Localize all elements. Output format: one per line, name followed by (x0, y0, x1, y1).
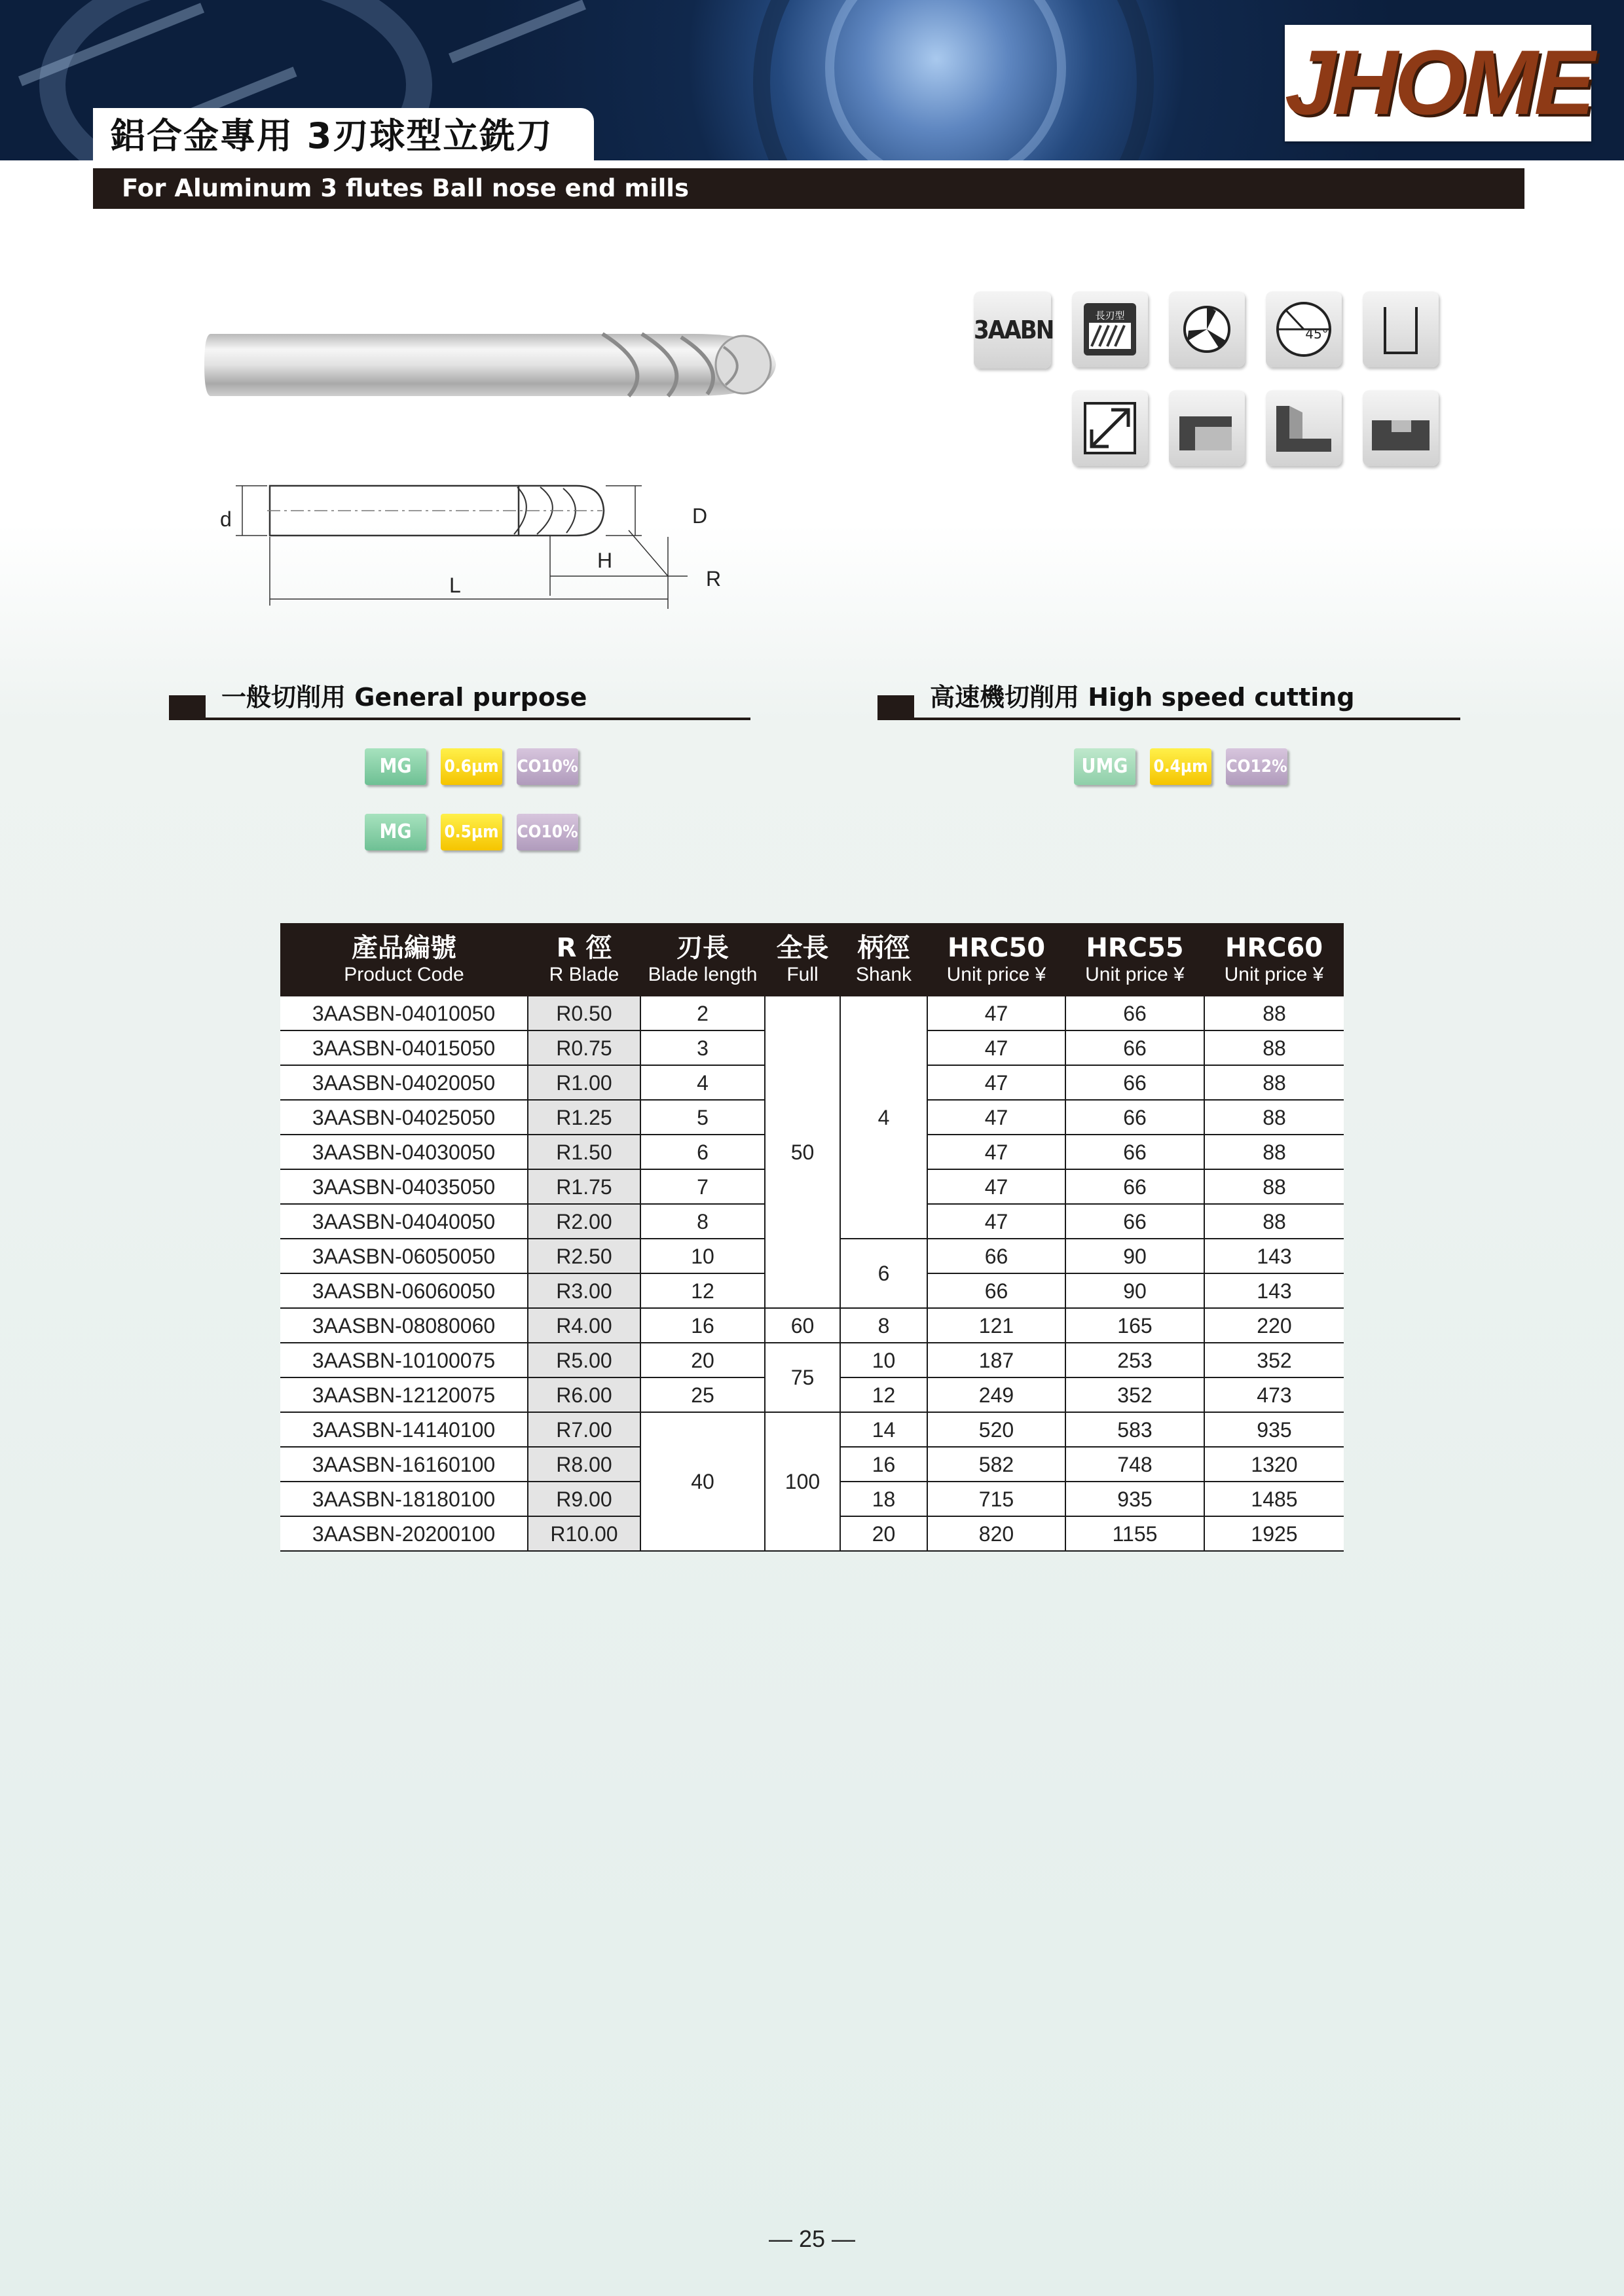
cell-hrc50: 47 (927, 1100, 1065, 1135)
cell-blade: 4 (640, 1065, 765, 1100)
cell-blade: 10 (640, 1239, 765, 1273)
cell-full: 60 (765, 1308, 840, 1343)
cell-hrc50: 47 (927, 1065, 1065, 1100)
cell-blade: 6 (640, 1135, 765, 1169)
section-general-heading: 一般切削用 General purpose (221, 683, 587, 712)
cell-blade: 2 (640, 996, 765, 1030)
dimension-drawing (210, 471, 733, 622)
cell-r: R10.00 (528, 1516, 640, 1551)
col-hrc60: HRC60 Unit price ¥ (1204, 923, 1344, 996)
dim-H: H (597, 549, 613, 572)
cell-hrc60: 473 (1204, 1377, 1344, 1412)
col-blade-length: 刃長 Blade length (640, 923, 765, 996)
grade-badge: UMG (1074, 748, 1135, 785)
cell-shank: 6 (840, 1239, 927, 1308)
cell-hrc60: 220 (1204, 1308, 1344, 1343)
cell-shank: 4 (840, 996, 927, 1239)
cell-shank: 18 (840, 1482, 927, 1516)
series-code-tile: 3AABN (974, 291, 1051, 369)
cell-blade: 12 (640, 1273, 765, 1308)
col-r-blade: R 徑 R Blade (528, 923, 640, 996)
cell-code: 3AASBN-04010050 (280, 996, 528, 1030)
cell-blade: 5 (640, 1100, 765, 1135)
section-marker (877, 695, 914, 718)
cell-hrc50: 582 (927, 1447, 1065, 1482)
cell-hrc60: 88 (1204, 996, 1344, 1030)
cell-hrc60: 352 (1204, 1343, 1344, 1377)
table-row (280, 1343, 1344, 1377)
col-hrc55: HRC55 Unit price ¥ (1065, 923, 1204, 996)
cell-hrc60: 88 (1204, 1065, 1344, 1100)
cell-code: 3AASBN-04035050 (280, 1169, 528, 1204)
cell-shank: 16 (840, 1447, 927, 1482)
col-hrc50: HRC50 Unit price ¥ (927, 923, 1065, 996)
cell-hrc50: 47 (927, 1204, 1065, 1239)
cobalt-badge: CO12% (1226, 748, 1287, 785)
cell-blade: 16 (640, 1308, 765, 1343)
cell-code: 3AASBN-18180100 (280, 1482, 528, 1516)
cell-hrc50: 47 (927, 1169, 1065, 1204)
cell-hrc60: 143 (1204, 1273, 1344, 1308)
angle-label: 45° (1305, 326, 1329, 342)
long-blade-label: 長刃型 (1095, 310, 1125, 321)
brand-logo-text: JHOME (1285, 31, 1591, 134)
page-number: — 25 — (768, 2225, 856, 2252)
cell-r: R2.00 (528, 1204, 640, 1239)
cell-hrc55: 935 (1065, 1482, 1204, 1516)
cell-r: R1.25 (528, 1100, 640, 1135)
page-title-box (93, 108, 594, 164)
cell-hrc55: 253 (1065, 1343, 1204, 1377)
dim-d: d (220, 507, 232, 531)
cell-shank: 10 (840, 1343, 927, 1377)
cell-r: R6.00 (528, 1377, 640, 1412)
table-row (280, 996, 1344, 1030)
cell-hrc55: 66 (1065, 1100, 1204, 1135)
cobalt-badge: CO10% (517, 748, 578, 785)
slot-icon (1363, 291, 1439, 367)
cell-code: 3AASBN-04020050 (280, 1065, 528, 1100)
helix-45-icon (1266, 291, 1342, 367)
cell-r: R3.00 (528, 1273, 640, 1308)
cell-hrc55: 66 (1065, 1204, 1204, 1239)
cell-hrc50: 121 (927, 1308, 1065, 1343)
cell-r: R7.00 (528, 1412, 640, 1447)
cell-hrc55: 66 (1065, 996, 1204, 1030)
cell-shank: 12 (840, 1377, 927, 1412)
cell-hrc55: 90 (1065, 1273, 1204, 1308)
cell-hrc55: 66 (1065, 1135, 1204, 1169)
col-shank: 柄徑 Shank (840, 923, 927, 996)
plunge-icon (1072, 390, 1148, 466)
cell-hrc50: 187 (927, 1343, 1065, 1377)
cell-hrc55: 90 (1065, 1239, 1204, 1273)
cell-code: 3AASBN-10100075 (280, 1343, 528, 1377)
cobalt-badge: CO10% (517, 814, 578, 850)
col-product-code: 產品編號 Product Code (280, 923, 528, 996)
cell-shank: 8 (840, 1308, 927, 1343)
cell-hrc55: 66 (1065, 1065, 1204, 1100)
cell-hrc50: 715 (927, 1482, 1065, 1516)
cell-hrc55: 748 (1065, 1447, 1204, 1482)
dim-R: R (706, 567, 722, 591)
section-high-speed (877, 678, 1460, 720)
cell-r: R9.00 (528, 1482, 640, 1516)
section-general-purpose (169, 678, 750, 720)
cell-full: 100 (765, 1412, 840, 1551)
cell-hrc55: 583 (1065, 1412, 1204, 1447)
cell-shank: 20 (840, 1516, 927, 1551)
section-marker (169, 695, 206, 718)
page-subtitle: For Aluminum 3 flutes Ball nose end mills (122, 174, 690, 202)
cell-blade: 8 (640, 1204, 765, 1239)
grade-badge: MG (365, 814, 426, 850)
cell-shank: 14 (840, 1412, 927, 1447)
cell-blade: 20 (640, 1343, 765, 1377)
cell-blade: 3 (640, 1030, 765, 1065)
grain-badge: 0.4μm (1150, 748, 1211, 785)
cell-code: 3AASBN-06060050 (280, 1273, 528, 1308)
table-header-row (280, 923, 1344, 996)
pocket-milling-icon (1363, 390, 1439, 466)
cell-r: R4.00 (528, 1308, 640, 1343)
end-mill-photo (196, 308, 786, 422)
cell-hrc60: 88 (1204, 1100, 1344, 1135)
cell-blade: 25 (640, 1377, 765, 1412)
cell-hrc50: 47 (927, 1030, 1065, 1065)
cell-hrc60: 143 (1204, 1239, 1344, 1273)
cell-blade: 7 (640, 1169, 765, 1204)
cell-hrc50: 47 (927, 996, 1065, 1030)
brand-logo (1285, 25, 1591, 141)
cell-hrc55: 352 (1065, 1377, 1204, 1412)
cell-hrc55: 165 (1065, 1308, 1204, 1343)
cell-hrc50: 66 (927, 1239, 1065, 1273)
cell-hrc50: 820 (927, 1516, 1065, 1551)
cell-full: 75 (765, 1343, 840, 1412)
col-full-length: 全長 Full (765, 923, 840, 996)
cell-r: R1.50 (528, 1135, 640, 1169)
cell-hrc50: 249 (927, 1377, 1065, 1412)
spec-table (280, 923, 1344, 1552)
cell-hrc60: 935 (1204, 1412, 1344, 1447)
cell-r: R1.00 (528, 1065, 640, 1100)
cell-r: R5.00 (528, 1343, 640, 1377)
page-title: 鋁合金專用 3刃球型立銑刀 (110, 115, 553, 156)
cell-r: R0.50 (528, 996, 640, 1030)
shoulder-milling-icon (1266, 390, 1342, 466)
cell-code: 3AASBN-12120075 (280, 1377, 528, 1412)
cell-hrc60: 88 (1204, 1169, 1344, 1204)
long-blade-icon (1072, 291, 1148, 367)
cell-hrc55: 66 (1065, 1169, 1204, 1204)
cell-hrc60: 1925 (1204, 1516, 1344, 1551)
subtitle-bar (93, 168, 1524, 209)
cell-r: R8.00 (528, 1447, 640, 1482)
cell-blade: 40 (640, 1412, 765, 1551)
dim-L: L (449, 574, 461, 597)
side-milling-icon (1169, 390, 1245, 466)
table-row (280, 1308, 1344, 1343)
cell-r: R2.50 (528, 1239, 640, 1273)
grade-badge: MG (365, 748, 426, 785)
section-highspeed-heading: 高速機切削用 High speed cutting (930, 683, 1355, 712)
three-flute-icon (1169, 291, 1245, 367)
dim-D: D (692, 504, 708, 528)
cell-code: 3AASBN-04040050 (280, 1204, 528, 1239)
cell-code: 3AASBN-14140100 (280, 1412, 528, 1447)
cell-code: 3AASBN-04030050 (280, 1135, 528, 1169)
cell-hrc60: 88 (1204, 1204, 1344, 1239)
cell-code: 3AASBN-08080060 (280, 1308, 528, 1343)
grain-badge: 0.6μm (441, 748, 502, 785)
cell-hrc60: 1320 (1204, 1447, 1344, 1482)
cell-hrc60: 88 (1204, 1030, 1344, 1065)
cell-hrc50: 520 (927, 1412, 1065, 1447)
cell-code: 3AASBN-04015050 (280, 1030, 528, 1065)
cell-code: 3AASBN-04025050 (280, 1100, 528, 1135)
cell-r: R1.75 (528, 1169, 640, 1204)
cell-hrc60: 88 (1204, 1135, 1344, 1169)
cell-code: 3AASBN-20200100 (280, 1516, 528, 1551)
banner-decor (825, 0, 1066, 160)
cell-code: 3AASBN-06050050 (280, 1239, 528, 1273)
table-row (280, 1412, 1344, 1447)
cell-r: R0.75 (528, 1030, 640, 1065)
cell-hrc50: 47 (927, 1135, 1065, 1169)
cell-full: 50 (765, 996, 840, 1308)
cell-hrc55: 1155 (1065, 1516, 1204, 1551)
grain-badge: 0.5μm (441, 814, 502, 850)
cell-hrc60: 1485 (1204, 1482, 1344, 1516)
cell-hrc50: 66 (927, 1273, 1065, 1308)
cell-code: 3AASBN-16160100 (280, 1447, 528, 1482)
cell-hrc55: 66 (1065, 1030, 1204, 1065)
banner-decor (449, 0, 586, 64)
